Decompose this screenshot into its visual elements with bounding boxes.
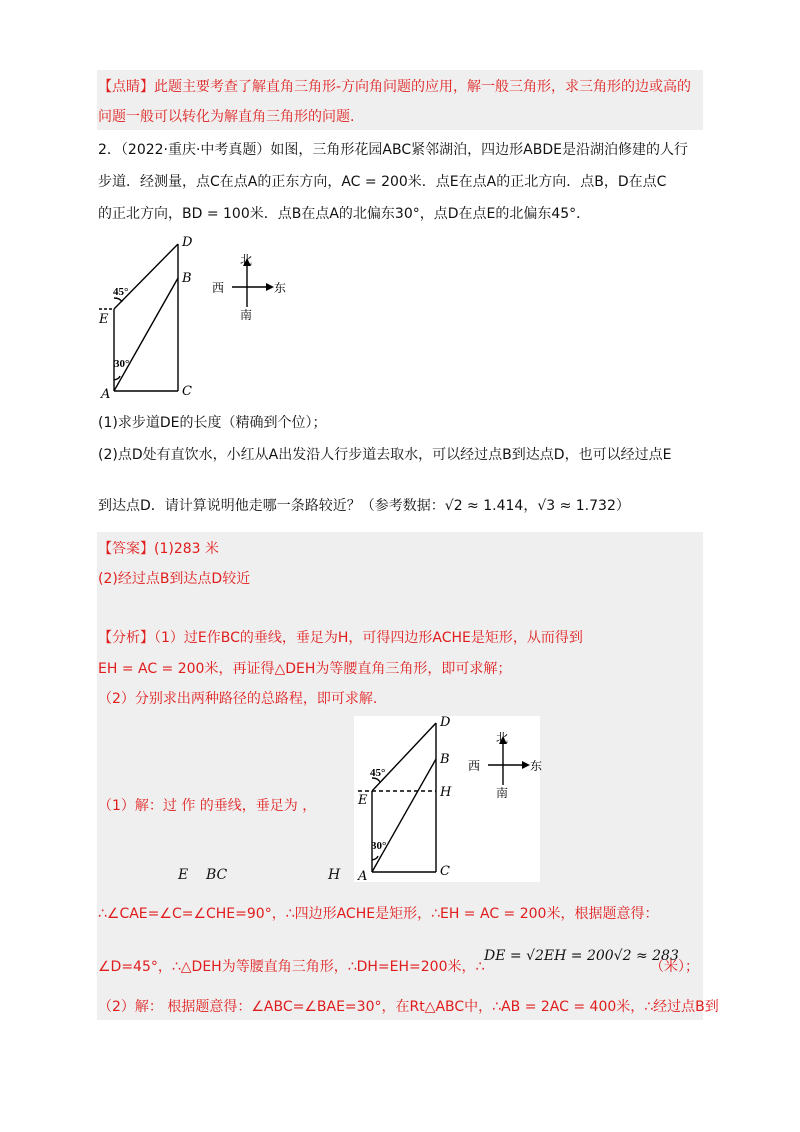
solution-formula: DE = √2EH = 200√2 ≈ 283: [484, 948, 679, 964]
sol-label-H: H: [440, 785, 452, 800]
analysis-line-3: （2）分别求出两种路径的总路程，即可求解.: [98, 691, 378, 707]
solution-var-H: H: [328, 867, 341, 883]
sol-compass-west: 西: [468, 759, 481, 773]
angle-45-label: 45°: [113, 286, 129, 298]
solution-line-4: （2）解： 根据题意得：∠ABC=∠BAE=30°，在Rt△ABC中，∴AB = 2AC = 400米，∴经过点B到: [98, 999, 719, 1015]
label-D: D: [182, 235, 193, 250]
label-C: C: [182, 384, 192, 399]
problem-line-2: 步道．经测量，点C在点A的正东方向，AC = 200米．点E在点A的正北方向．点B，D在点C: [98, 174, 667, 190]
sol-label-B: B: [440, 752, 450, 767]
solution-var-BC: BC: [206, 867, 228, 883]
analysis-line-1: 【分析】（1）过E作BC的垂线，垂足为H，可得四边形ACHE是矩形，从而得到: [98, 630, 583, 646]
sol-compass-north: 北: [496, 731, 509, 745]
dianjing-line-1: 【点睛】此题主要考查了解直角三角形-方向角问题的应用，解一般三角形，求三角形的边或高的: [98, 79, 692, 95]
solution-line-3a: ∠D=45°，∴△DEH为等腰直角三角形，∴DH=EH=200米，∴: [98, 959, 485, 975]
analysis-line-2: EH = AC = 200米，再证得△DEH为等腰直角三角形，即可求解；: [98, 661, 512, 677]
compass-icon: [210, 252, 290, 322]
problem-line-1: 2．（2022·重庆·中考真题）如图，三角形花园ABC紧邻湖泊，四边形ABDE是沿湖泊修建的人行: [98, 142, 688, 158]
question-1: (1)求步道DE的长度（精确到个位）；: [98, 415, 327, 431]
sol-label-A: A: [358, 869, 368, 882]
solution-line-3-unit: （米）；: [650, 959, 699, 975]
dianjing-line-2: 问题一般可以转化为解直角三角形的问题.: [98, 109, 355, 125]
compass-north: 北: [240, 253, 253, 267]
question-2-line-2: 到达点D．请计算说明他走哪一条路较近？（参考数据：√2 ≈ 1.414，√3 ≈ 1.732）: [98, 498, 630, 514]
solution-var-E: E: [178, 867, 189, 883]
compass-east: 东: [274, 281, 287, 295]
solution-step-1: （1）解：过 作 的垂线，垂足为 ，: [98, 798, 317, 814]
answer-line-2: (2)经过点B到达点D较近: [98, 571, 251, 587]
question-2-line-1: (2)点D处有直饮水，小红从A出发沿人行步道去取水，可以经过点B到达点D，也可以经过点E: [98, 447, 672, 463]
label-A: A: [101, 387, 111, 402]
angle-30-label: 30°: [114, 358, 130, 370]
sol-label-E: E: [358, 793, 368, 808]
sol-angle-45: 45°: [370, 767, 386, 779]
solution-compass-icon: [466, 730, 546, 800]
sol-compass-east: 东: [530, 759, 543, 773]
solution-line-2: ∴∠CAE=∠C=∠CHE=90°，∴四边形ACHE是矩形，∴EH = AC = 200米，根据题意得：: [98, 906, 659, 922]
label-B: B: [182, 271, 192, 286]
sol-angle-30: 30°: [371, 840, 387, 852]
label-E: E: [99, 312, 109, 327]
sol-compass-south: 南: [496, 786, 509, 800]
problem-line-3: 的正北方向，BD = 100米．点B在点A的北偏东30°，点D在点E的北偏东45°．: [98, 206, 591, 222]
compass-south: 南: [240, 308, 253, 322]
sol-label-D: D: [440, 715, 451, 730]
solution-figure: [354, 712, 464, 882]
sol-label-C: C: [440, 864, 450, 879]
compass-west: 西: [212, 281, 225, 295]
answer-line-1: 【答案】(1)283 米: [98, 541, 220, 557]
